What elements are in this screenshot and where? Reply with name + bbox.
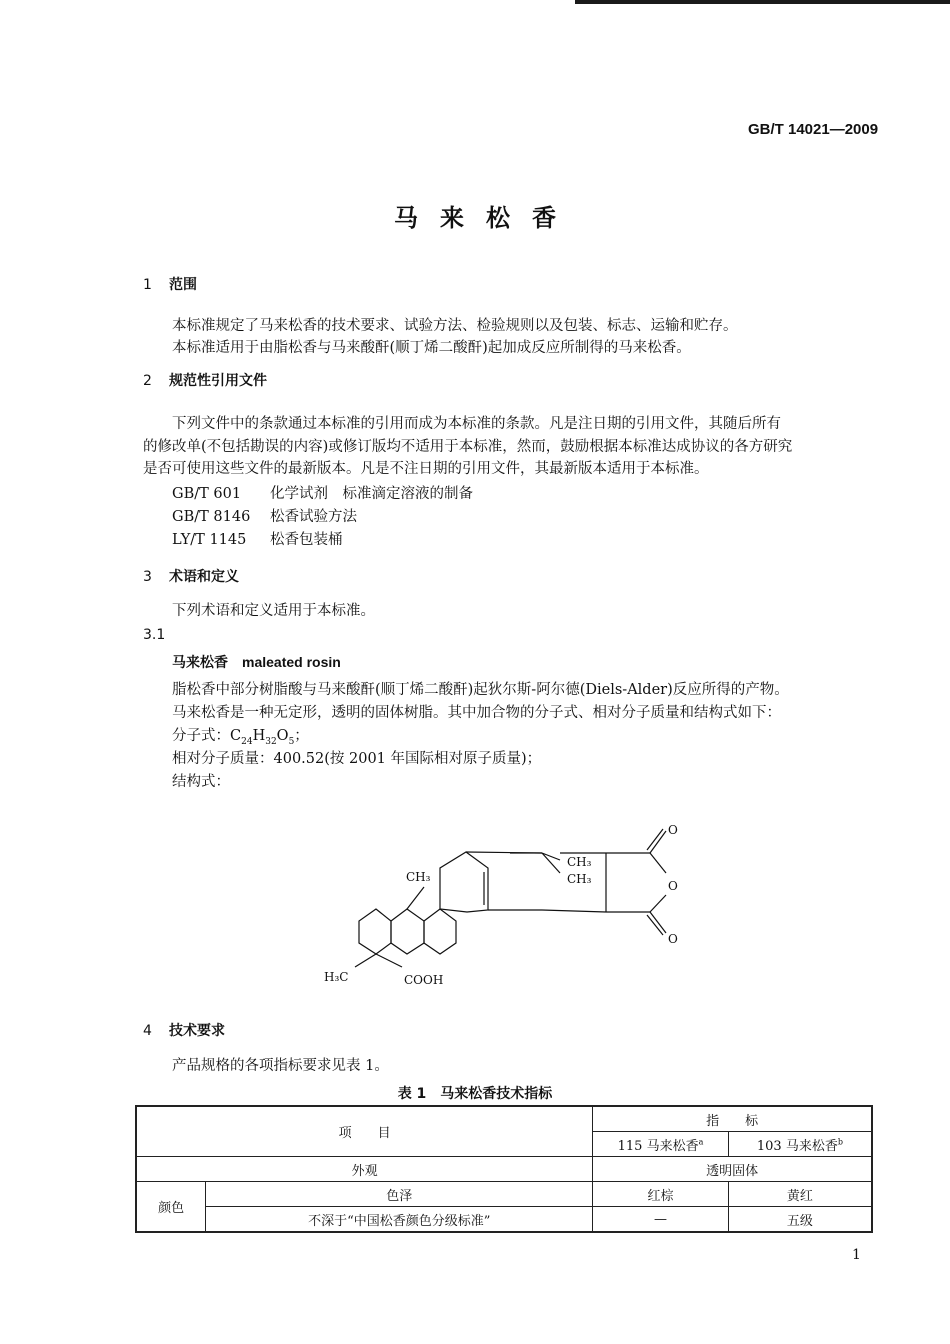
row-value: 红棕	[593, 1182, 729, 1207]
formula-hydrogen-count: 32	[265, 736, 277, 747]
molecular-formula	[172, 726, 309, 752]
structural-formula-diagram	[310, 815, 700, 1000]
oxygen-label: O	[668, 932, 678, 946]
row-value: —	[593, 1207, 729, 1233]
section-number: 3	[143, 569, 152, 585]
formula-carbon: C	[230, 728, 242, 744]
reference-title: 松香包装桶	[270, 532, 343, 548]
grade-header-115	[593, 1132, 729, 1157]
table-row	[136, 1157, 872, 1182]
ring-b	[391, 909, 424, 954]
row-label: 色泽	[206, 1182, 593, 1207]
reference-code: GB/T 601	[172, 486, 242, 502]
formula-label: 分子式：	[172, 728, 230, 744]
standard-number: GB/T 14021—2009	[748, 121, 879, 138]
methyl-bond	[355, 954, 376, 967]
paragraph-line: 下列文件中的条款通过本标准的引用而成为本标准的条款。凡是注日期的引用文件，其随后所有	[172, 416, 781, 432]
index-header: 指 标	[593, 1106, 872, 1132]
table-row	[136, 1207, 872, 1233]
ring-a	[359, 909, 391, 954]
carboxyl-bond	[376, 954, 402, 967]
anhydride-bond	[650, 853, 666, 873]
paragraph-line: 的修改单(不包括勘误的内容)或修订版均不适用于本标准，然而，鼓励根据本标准达成协议的各方研究	[143, 439, 793, 455]
row-value: 五级	[728, 1207, 872, 1233]
formula-oxygen-count: 5	[288, 736, 295, 747]
section-title: 术语和定义	[169, 569, 239, 585]
section-number: 1	[143, 277, 152, 293]
section-4-heading	[143, 1020, 225, 1040]
paragraph-line: 是否可使用这些文件的最新版本。凡是不注日期的引用文件，其最新版本适用于本标准。	[143, 461, 709, 477]
section-2-heading	[143, 370, 267, 390]
row-value: 黄红	[728, 1182, 872, 1207]
paragraph: 本标准规定了马来松香的技术要求、试验方法、检验规则以及包装、标志、运输和贮存。	[172, 318, 738, 334]
paragraph: 本标准适用于由脂松香与马来酸酐(顺丁烯二酸酐)起加成反应所制得的马来松香。	[172, 340, 691, 356]
formula-oxygen: O	[276, 728, 289, 744]
row-label: 外观	[136, 1157, 593, 1182]
ring-c	[424, 909, 456, 954]
term-english: maleated rosin	[242, 654, 341, 670]
table-row	[136, 1106, 872, 1132]
page-title: 马来松香	[394, 203, 578, 232]
term-entry	[172, 652, 341, 672]
group-label: 颜色	[136, 1182, 206, 1233]
grade-header-103	[728, 1132, 872, 1157]
ch3-label: CH₃	[567, 855, 592, 869]
item-header: 项 目	[136, 1106, 593, 1157]
grade-name: 115 马来松香	[617, 1138, 699, 1154]
oxygen-label: O	[668, 823, 678, 837]
definition-line: 马来松香是一种无定形，透明的固体树脂。其中加合物的分子式、相对分子质量和结构式如下：	[172, 705, 781, 721]
definition-line: 脂松香中部分树脂酸与马来酸酐(顺丁烯二酸酐)起狄尔斯-阿尔德(Diels-Alder)反应所得的产物。	[172, 682, 789, 698]
upper-ring	[440, 852, 488, 912]
section-title: 技术要求	[169, 1023, 225, 1039]
section-title: 范围	[169, 277, 197, 293]
oxygen-label: O	[668, 879, 678, 893]
top-border-bar	[575, 0, 950, 4]
cooh-label: COOH	[404, 973, 444, 987]
section-1-heading	[143, 274, 197, 294]
formula-carbon-count: 24	[241, 736, 253, 747]
table-caption: 表 1 马来松香技术指标	[397, 1086, 553, 1102]
section-number: 2	[143, 373, 152, 389]
term-chinese: 马来松香	[172, 655, 228, 671]
methyl-bond	[407, 887, 424, 909]
section-number: 4	[143, 1023, 152, 1039]
ch3-label: CH₃	[567, 872, 592, 886]
row-label: 不深于“中国松香颜色分级标准”	[206, 1207, 593, 1233]
page-number: 1	[852, 1247, 861, 1263]
reference-code: GB/T 8146	[172, 509, 251, 525]
grade-name: 103 马来松香	[756, 1138, 838, 1154]
formula-hydrogen: H	[252, 728, 266, 744]
reference-code: LY/T 1145	[172, 532, 247, 548]
subsection-number: 3.1	[143, 627, 166, 643]
footnote-mark: a	[698, 1137, 704, 1147]
row-value: 透明固体	[593, 1157, 872, 1182]
anhydride-bond	[650, 895, 666, 912]
paragraph: 下列术语和定义适用于本标准。	[172, 603, 375, 619]
structure-label: 结构式：	[172, 774, 230, 790]
paragraph: 产品规格的各项指标要求见表 1。	[172, 1058, 389, 1074]
reference-item	[172, 505, 357, 526]
footnote-mark: b	[837, 1137, 843, 1147]
reference-title: 松香试验方法	[270, 509, 357, 525]
molecular-mass: 相对分子质量：400.52(按 2001 年国际相对原子质量)；	[172, 751, 542, 767]
spec-table	[135, 1105, 873, 1233]
formula-end: ；	[294, 728, 309, 744]
section-title: 规范性引用文件	[169, 373, 267, 389]
h3c-label: H₃C	[324, 970, 349, 984]
section-3-heading	[143, 566, 239, 586]
table-row	[136, 1182, 872, 1207]
bridge-bond	[542, 910, 606, 912]
ch3-label: CH₃	[406, 870, 431, 884]
reference-item	[172, 528, 343, 549]
reference-item	[172, 482, 473, 503]
reference-title: 化学试剂 标准滴定溶液的制备	[270, 486, 473, 502]
